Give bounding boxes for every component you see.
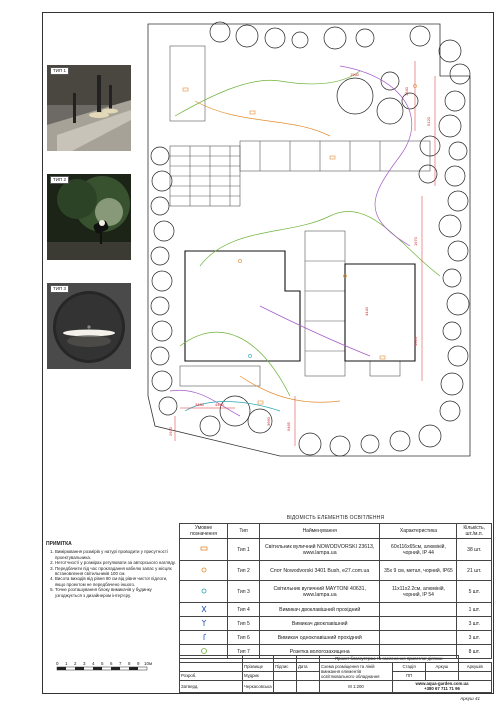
dim-label: 1920 <box>413 337 418 346</box>
table-row <box>180 561 492 581</box>
photo-type-3 <box>47 283 131 369</box>
col-sign: Підпис <box>274 662 297 671</box>
symbol-cell <box>180 631 228 645</box>
name-approver: Черкасовська <box>243 680 274 692</box>
type-cell: Тип 3 <box>228 581 260 603</box>
table-caption: ВІДОМІСТЬ ЕЛЕМЕНТІВ ОСВІТЛЕННЯ <box>286 515 385 521</box>
col-header: Найменування <box>259 524 380 539</box>
dim-label: 2930 <box>168 427 173 436</box>
company-site: www.aqua-garden.com.ua <box>415 681 469 687</box>
note-item: 4. Висота виходів від рівня 90 см від рівня чистої підлоги, якщо проектом не передбачено іншого. <box>55 576 176 587</box>
scale-label: 3 <box>83 661 86 666</box>
table-row <box>180 539 492 561</box>
plot-boundary <box>148 24 470 456</box>
lighting-elements-table <box>179 513 492 659</box>
scale-label: 0 <box>56 661 59 666</box>
scale-label: 9 <box>137 661 140 666</box>
lamp-type3-icon <box>202 589 206 593</box>
photo-type-2 <box>47 174 131 260</box>
notes-list <box>46 549 176 598</box>
title-block <box>179 655 492 693</box>
col-sheets: Аркушів <box>458 662 491 671</box>
name-cell: Вимикач одноклавішний прохідний <box>259 631 380 645</box>
qty-cell: 8 шт. <box>457 645 492 659</box>
switch-type5-icon <box>202 620 206 626</box>
scale-label: 5 <box>101 661 104 666</box>
spot-type2-icon <box>202 568 206 572</box>
type-cell: Тип 7 <box>228 645 260 659</box>
role-approver: Затверд. <box>180 680 243 692</box>
type-cell: Тип 6 <box>228 631 260 645</box>
lamp-type1-icon <box>201 547 207 550</box>
switch-type6-icon <box>204 634 206 640</box>
table-row <box>180 617 492 631</box>
dim-label: 3480 <box>195 402 204 407</box>
qty-cell: 38 шт. <box>457 539 492 561</box>
note-item: 1. Вимірювання розмірів у натурі проводити у присутності проектувальника. <box>55 549 176 560</box>
spec-cell: 35х 9 см, метал, чорний, IP65 <box>380 561 457 581</box>
dim-label: 1970 <box>413 237 418 246</box>
spec-cell: 11x11x2.2см, алюміній, чорний, IP 54 <box>380 581 457 603</box>
role-developer: Розроб. <box>180 671 243 680</box>
page-number: Аркуш 41 <box>460 696 480 701</box>
dim-label: 4440 <box>364 307 369 316</box>
scale-label: 1 <box>65 661 68 666</box>
spec-cell: 60x116x65см, алюміній, чорний, IP 44 <box>380 539 457 561</box>
name-cell: Вимикач двоклавішний <box>259 617 380 631</box>
project-title: Проект благоустрою та озеленення прилеглої ділянки <box>320 656 459 663</box>
name-cell: Світильник вуличний NOWODVORSKI 23613, www.lampa.ua <box>259 539 380 561</box>
photo-tag: ТИП 2 <box>50 176 69 184</box>
type-cell: Тип 5 <box>228 617 260 631</box>
name-cell: Спот Nowodvorski 3401 Bush, e27.com.ua <box>259 561 380 581</box>
qty-cell: 3 шт. <box>457 617 492 631</box>
drawing-title: Схема розміщення та ліній вмикання елементів освітлювального обладнання <box>320 662 393 680</box>
col-header: Умовне позначення <box>180 524 228 539</box>
photo-type-1 <box>47 65 131 151</box>
qty-cell: 3 шт. <box>457 631 492 645</box>
table-row <box>180 631 492 645</box>
name-cell: Світильник вуличний MAYTONI 40631, www.lampa.ua <box>259 581 380 603</box>
notes-block <box>46 542 176 598</box>
type-cell: Тип 2 <box>228 561 260 581</box>
symbol-cell <box>180 581 228 603</box>
table-row <box>180 603 492 617</box>
dim-label: 5120 <box>426 117 431 126</box>
dim-label: 4440 <box>215 402 224 407</box>
symbol-cell <box>180 561 228 581</box>
table-row <box>180 581 492 603</box>
stage-value: ПП <box>393 671 426 680</box>
name-cell: Розетка вологозахищена <box>259 645 380 659</box>
note-item: 3. Передбачити під час прокладання кабелю запас у місцях встановлення світильників 100 см. <box>55 566 176 577</box>
scale-label: 6 <box>110 661 113 666</box>
qty-cell: 21 шт. <box>457 561 492 581</box>
lighting-site-plan <box>140 16 475 458</box>
qty-cell: 5 шт. <box>457 581 492 603</box>
type-cell: Тип 1 <box>228 539 260 561</box>
col-header: Тип <box>228 524 260 539</box>
spec-cell <box>380 631 457 645</box>
dim-label: 3660 <box>266 417 271 426</box>
spec-cell <box>380 617 457 631</box>
note-item: 5. Точне розташування блоку вимикачів у будинку узгоджується з дизайнером інтер'єру. <box>55 587 176 598</box>
scale-label: 8 <box>128 661 131 666</box>
scale-bar <box>56 660 154 672</box>
type-cell: Тип 4 <box>228 603 260 617</box>
name-developer: Мудрик <box>243 671 274 680</box>
switch-type4-icon <box>202 606 206 612</box>
note-item: 2. Нетотчності у розмірах регулювати за авторського нагляду. <box>55 560 176 565</box>
name-cell: Вимикач двоклавішний прохідний <box>259 603 380 617</box>
scale-label: 2 <box>74 661 77 666</box>
house-building <box>185 251 415 361</box>
photo-tag: ТИП 3 <box>50 285 69 293</box>
col-header: Кількість, шт./м.п. <box>457 524 492 539</box>
scale-label: 10м <box>144 661 153 666</box>
cable-purple <box>170 66 412 416</box>
spec-cell <box>380 603 457 617</box>
col-date: Дата <box>297 662 320 671</box>
qty-cell: 1 шт. <box>457 603 492 617</box>
scale-label: М 1:200 <box>320 680 393 692</box>
socket-type7-icon <box>201 648 206 653</box>
company-phone: +380 67 711 71 96 <box>424 686 460 692</box>
scale-label: 4 <box>92 661 95 666</box>
col-sheet: Аркуш <box>426 662 458 671</box>
col-position: Прізвище <box>243 662 274 671</box>
dim-label: 1340 <box>404 87 409 96</box>
col-stage: Стадія <box>393 662 426 671</box>
notes-title: ПРИМІТКА <box>46 541 72 547</box>
dim-label: 9465 <box>286 422 291 431</box>
photo-tag: ТИП 1 <box>50 67 69 75</box>
symbol-cell <box>180 617 228 631</box>
dim-label: 1960 <box>350 72 359 77</box>
symbol-cell <box>180 603 228 617</box>
symbol-cell <box>180 539 228 561</box>
scale-label: 7 <box>119 661 122 666</box>
table-header-row <box>180 524 492 539</box>
col-header: Характеристика <box>380 524 457 539</box>
